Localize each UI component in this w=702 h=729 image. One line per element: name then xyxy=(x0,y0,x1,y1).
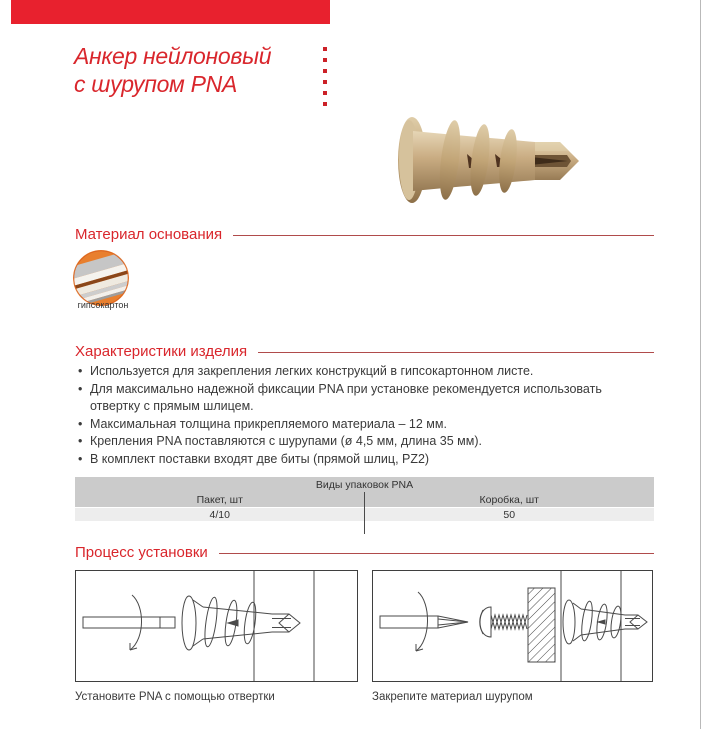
heading-rule xyxy=(219,553,654,554)
page-title xyxy=(74,42,271,98)
packaging-col-paket: Пакет, шт xyxy=(196,493,243,506)
table-column-divider xyxy=(364,492,365,534)
diagram-2-svg xyxy=(373,571,652,681)
characteristic-item: • Для максимально надежной фиксации PNA при установке рекомендуется использовать отвертку с прямым шлицем. xyxy=(77,381,612,416)
characteristic-item: • В комплект поставки входят две биты (прямой шлиц, PZ2) xyxy=(77,451,612,469)
section-heading-installation xyxy=(75,544,654,561)
material-heading-label: Материал основания xyxy=(75,226,223,243)
dot xyxy=(323,102,327,106)
installation-heading-label: Процесс установки xyxy=(75,544,208,561)
packaging-table xyxy=(75,477,654,521)
anchor-photo-svg xyxy=(383,110,588,210)
heading-rule xyxy=(258,352,654,353)
diagram-1-svg xyxy=(76,571,357,681)
packaging-col-korobka: Коробка, шт xyxy=(479,493,539,506)
characteristics-list xyxy=(77,363,612,468)
page-title-line1: Анкер нейлоновый xyxy=(74,43,272,69)
step-caption-1: Установите PNA с помощью отвертки xyxy=(75,691,275,703)
packaging-table-title: Виды упаковок PNA xyxy=(75,477,654,492)
red-banner xyxy=(11,0,330,24)
section-heading-characteristics xyxy=(75,343,654,360)
dot xyxy=(323,80,327,84)
page-right-edge xyxy=(700,0,701,729)
drywall-icon xyxy=(72,249,130,307)
section-heading-material xyxy=(75,226,654,243)
screwdriver-installing-anchor-diagram xyxy=(75,570,358,682)
characteristics-heading-label: Характеристики изделия xyxy=(75,343,248,360)
screw-fastening-material-diagram xyxy=(372,570,653,682)
dot xyxy=(323,47,327,51)
material-label: гипсокартон xyxy=(77,300,129,310)
dot xyxy=(323,91,327,95)
heading-rule xyxy=(233,235,654,236)
decorative-dots xyxy=(323,47,327,106)
characteristic-item: • Используется для закрепления легких конструкций в гипсокартонном листе. xyxy=(77,363,612,381)
page-title-line2: с шурупом PNA xyxy=(74,71,238,97)
dot xyxy=(323,58,327,62)
nylon-anchor-with-screw-photo xyxy=(383,110,588,210)
packaging-value-paket: 4/10 xyxy=(209,508,230,521)
characteristic-item: • Крепления PNA поставляются с шурупами (ø 4,5 мм, длина 35 мм). xyxy=(77,433,612,451)
characteristic-item: • Максимальная толщина прикрепляемого материала – 12 мм. xyxy=(77,416,612,434)
drywall-icon-svg xyxy=(72,249,130,307)
packaging-value-korobka: 50 xyxy=(503,508,516,521)
dot xyxy=(323,69,327,73)
step-caption-2: Закрепите материал шурупом xyxy=(372,691,533,703)
